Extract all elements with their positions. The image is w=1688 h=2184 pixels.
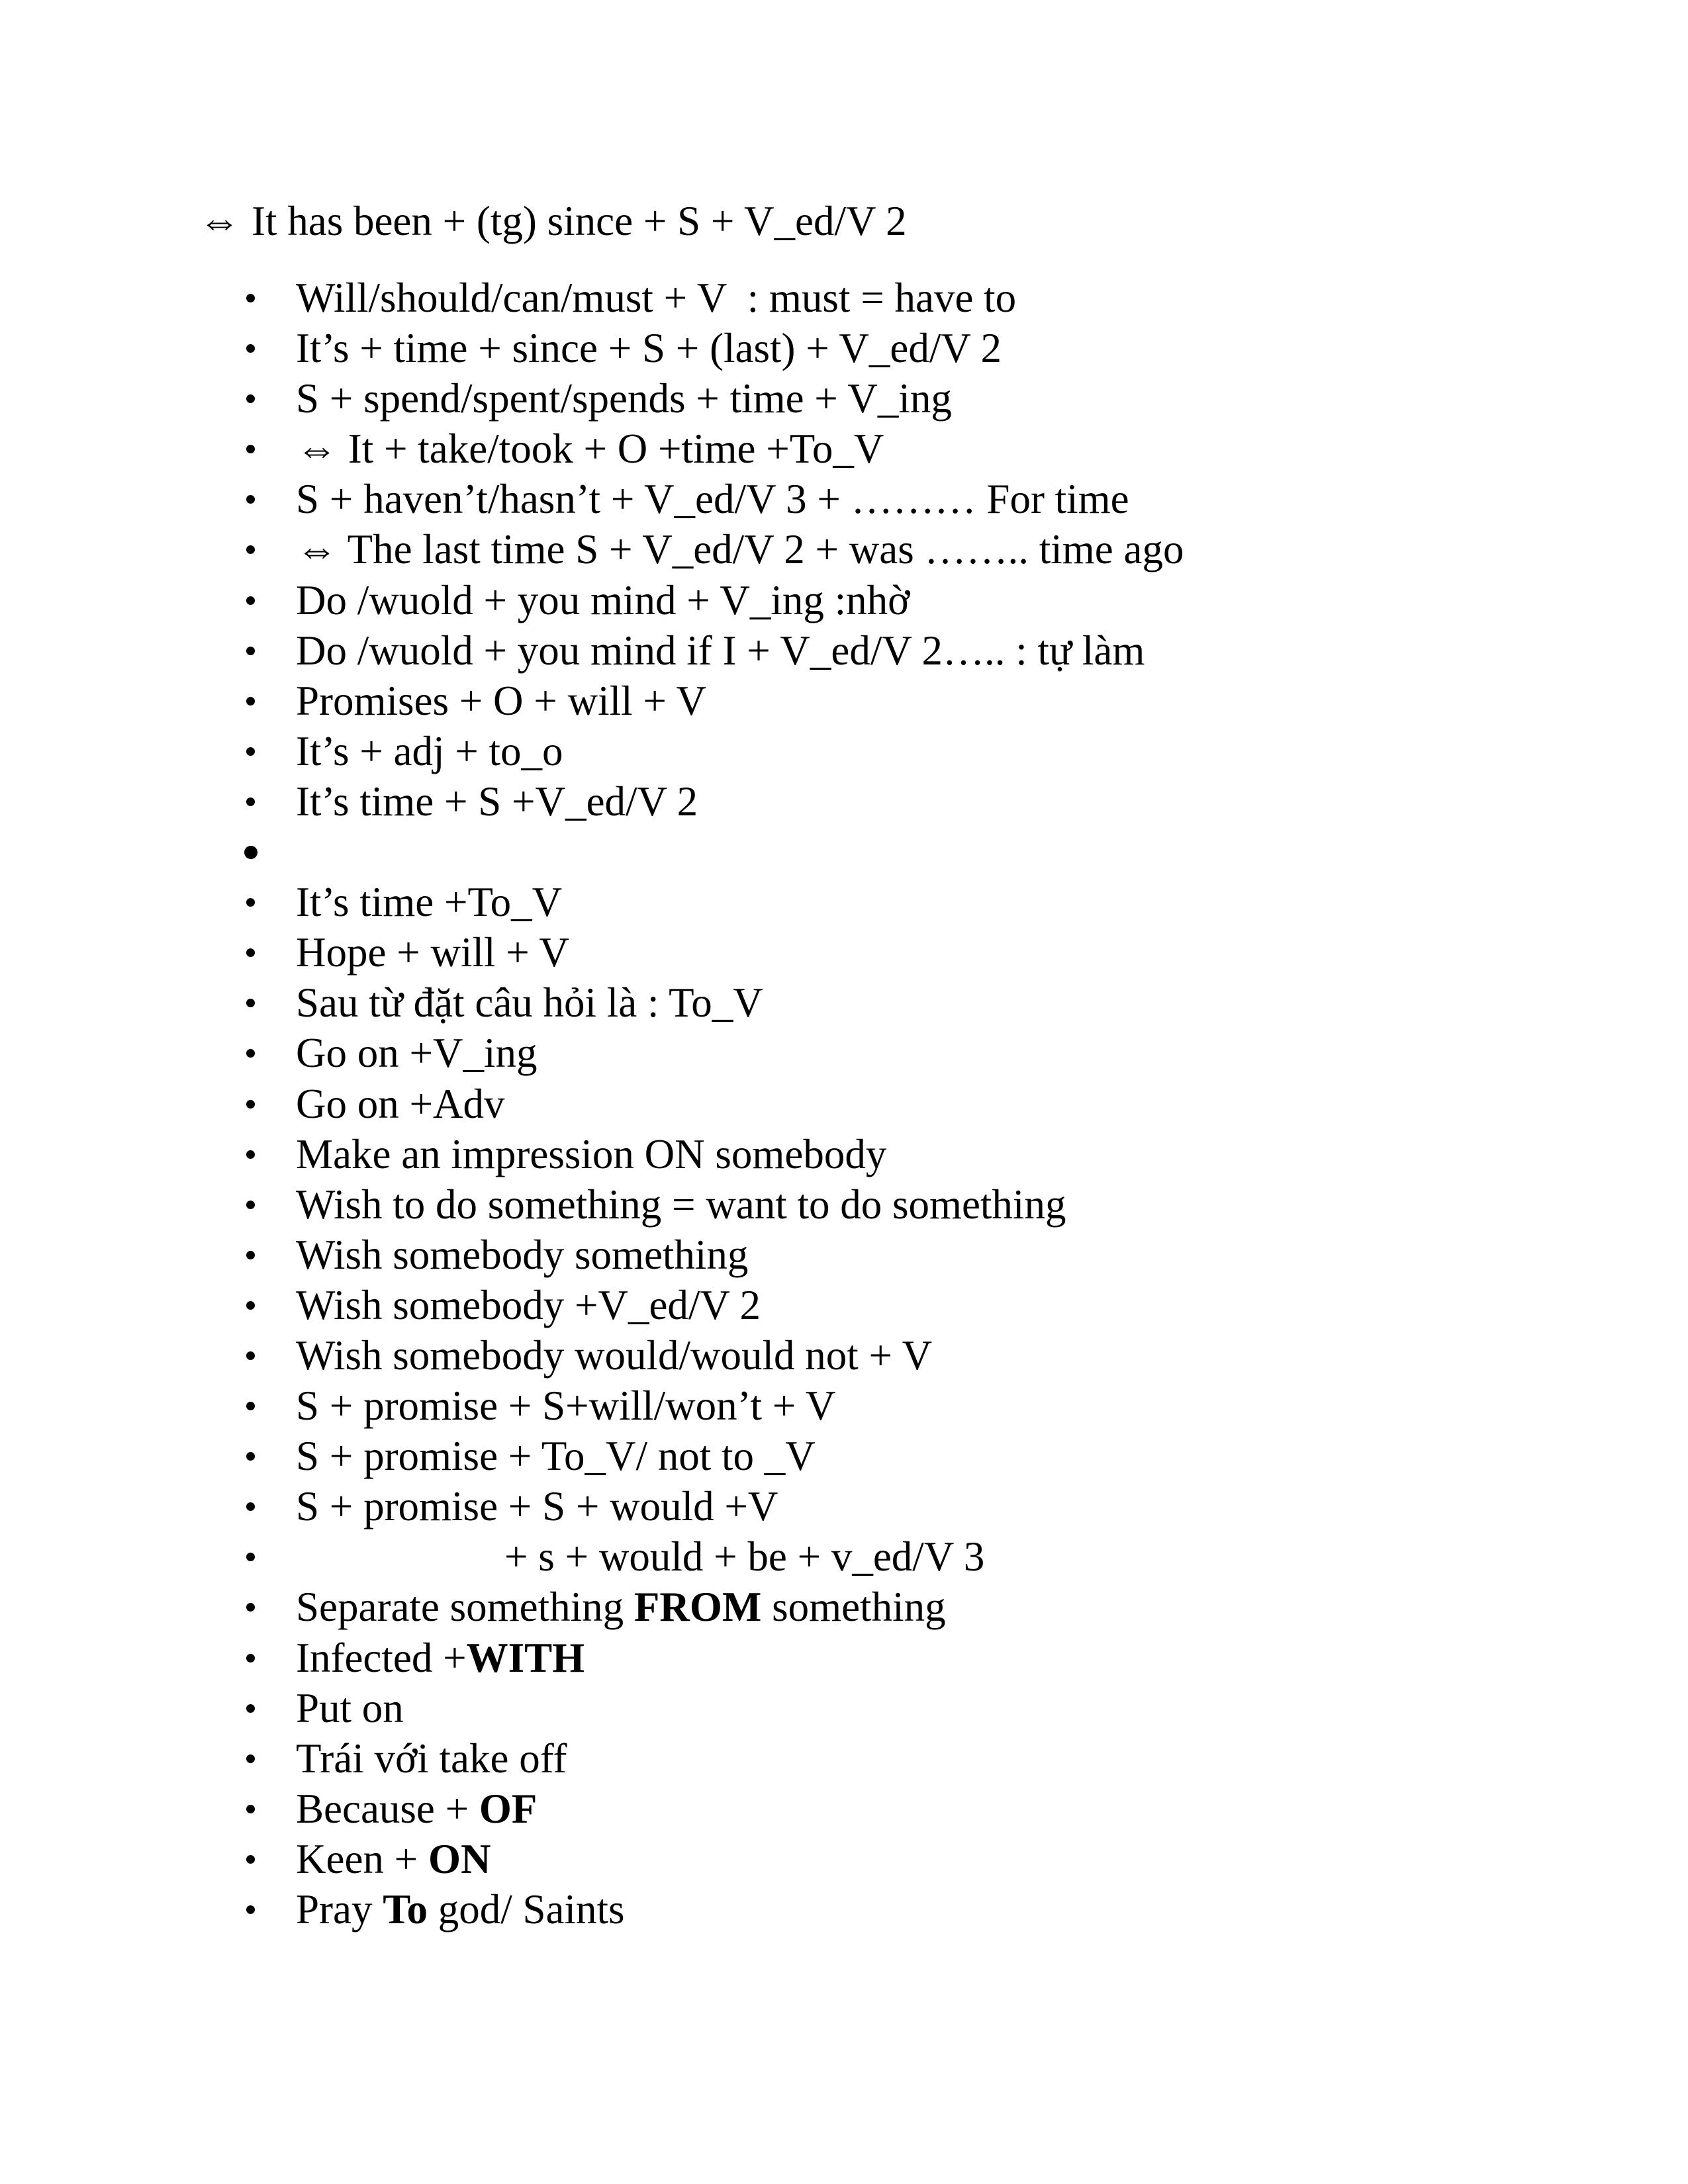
text-run: Go on +Adv (296, 1080, 505, 1127)
bullet-icon (244, 846, 258, 859)
list-item-text (296, 323, 1002, 373)
list-item-text (296, 1179, 1066, 1230)
text-run: S + promise + S + would +V (296, 1483, 778, 1530)
text-run: Hope + will + V (296, 929, 569, 976)
bullet-icon (246, 294, 255, 302)
bullet-icon (246, 1855, 255, 1864)
bullet-icon (246, 1805, 255, 1813)
list-item-text (296, 927, 569, 978)
text-run: god/ Saints (427, 1886, 625, 1933)
text-run: Infected + (296, 1634, 467, 1681)
bullet-icon (246, 1553, 255, 1561)
bold-keyword: FROM (633, 1584, 762, 1631)
bullet-icon (246, 948, 255, 957)
text-run: Trái với take off (296, 1735, 567, 1782)
text-run: Pray (296, 1886, 383, 1933)
text-run: It’s time + S +V_ed/V 2 (296, 778, 698, 825)
list-item-text (296, 1129, 886, 1179)
list-item-text (296, 575, 910, 625)
bold-keyword: OF (479, 1785, 538, 1832)
bullet-icon (246, 1905, 255, 1914)
text-run: Put on (296, 1684, 404, 1731)
bullet-icon (246, 898, 255, 907)
bullet-icon (246, 1754, 255, 1763)
list-item-text (296, 1884, 625, 1934)
bullet-icon (246, 747, 255, 756)
bullet-icon (246, 545, 255, 554)
text-run: It’s + adj + to_o (296, 727, 563, 774)
text-run: Go on +V_ing (296, 1030, 538, 1077)
bold-keyword: To (383, 1886, 428, 1933)
list-item-text (296, 726, 563, 776)
bullet-icon (246, 445, 255, 453)
text-run: something (761, 1584, 946, 1631)
text-run: It’s + time + since + S + (last) + V_ed/V 2 (296, 325, 1002, 372)
bullet-icon (246, 647, 255, 655)
bullet-icon (246, 1351, 255, 1360)
text-run: S + promise + S+will/won’t + V (296, 1383, 836, 1430)
list-item-text (296, 1280, 761, 1330)
bold-keyword: ON (428, 1835, 491, 1882)
bullet-icon (246, 1654, 255, 1662)
text-run: Promises + O + will + V (296, 677, 706, 724)
double-arrow-icon: ⇔ (199, 198, 240, 244)
list-item-text (296, 1330, 932, 1381)
list-item-text (296, 1381, 835, 1431)
text-run: Do /wuold + you mind + V_ing :nhờ (296, 576, 910, 623)
list-item-text (296, 1834, 491, 1884)
text-run: Keen + (296, 1835, 428, 1882)
list-item-text (296, 1028, 538, 1078)
text-run: Wish somebody +V_ed/V 2 (296, 1281, 761, 1328)
text-run: Wish somebody something (296, 1231, 749, 1278)
list-item-text (296, 373, 952, 424)
list-item-text (296, 1633, 585, 1683)
text-run: ⇔ The last time S + V_ed/V 2 + was …….. time ago (296, 526, 1184, 573)
list-item-text (296, 1582, 946, 1632)
list-item-text (296, 424, 884, 474)
list-item-text (296, 1733, 567, 1784)
list-item-text (296, 676, 706, 726)
list-item-text (296, 776, 698, 827)
list-item-text (296, 978, 763, 1028)
heading-text: It has been + (tg) since + S + V_ed/V 2 (252, 198, 907, 244)
bullet-icon (246, 1251, 255, 1259)
list-item-text (296, 625, 1145, 676)
list-item-text (296, 474, 1129, 524)
list-item-text (296, 1431, 816, 1481)
list-item-text (296, 273, 1016, 323)
list-item-text (296, 877, 562, 927)
bullet-icon (246, 1049, 255, 1058)
text-run: Wish to do something = want to do something (296, 1181, 1066, 1228)
bullet-icon (246, 1150, 255, 1159)
list-item-text (296, 1784, 537, 1834)
bullet-icon (246, 1452, 255, 1461)
bullet-icon (246, 344, 255, 353)
bullet-icon (246, 596, 255, 605)
list-item-text (296, 1230, 748, 1280)
heading-line (199, 196, 907, 246)
list-item-text (296, 1683, 404, 1733)
text-run: It’s time +To_V (296, 879, 563, 926)
bullet-icon (246, 1603, 255, 1612)
text-run: Will/should/can/must + V : must = have to (296, 275, 1017, 321)
text-run: ⇔ It + take/took + O +time +To_V (296, 426, 884, 473)
text-run: Wish somebody would/would not + V (296, 1332, 933, 1379)
bullet-icon (246, 394, 255, 403)
bullet-icon (246, 697, 255, 705)
text-run: Separate something (296, 1584, 634, 1631)
bullet-icon (246, 1301, 255, 1310)
text-run: S + spend/spent/spends + time + V_ing (296, 375, 952, 422)
text-run: Do /wuold + you mind if I + V_ed/V 2….. : tự làm (296, 627, 1145, 674)
text-run: + s + would + be + v_ed/V 3 (296, 1533, 985, 1580)
bullet-icon (246, 1201, 255, 1209)
bullet-icon (246, 797, 255, 806)
list-item-text (296, 1079, 505, 1129)
bullet-icon (246, 1502, 255, 1511)
list-item-text (296, 524, 1184, 574)
text-run: Sau từ đặt câu hỏi là : To_V (296, 979, 763, 1026)
text-run: S + promise + To_V/ not to _V (296, 1433, 816, 1480)
bullet-icon (246, 1100, 255, 1109)
bold-keyword: WITH (466, 1634, 585, 1681)
text-run: Make an impression ON somebody (296, 1130, 887, 1177)
bullet-icon (246, 999, 255, 1007)
list-item-text (296, 1531, 984, 1582)
bullet-icon (246, 1402, 255, 1410)
bullet-icon (246, 1704, 255, 1713)
list-item-text (296, 1481, 778, 1531)
text-run: S + haven’t/hasn’t + V_ed/V 3 + ……… For time (296, 476, 1129, 523)
text-run: Because + (296, 1785, 479, 1832)
bullet-icon (246, 495, 255, 504)
